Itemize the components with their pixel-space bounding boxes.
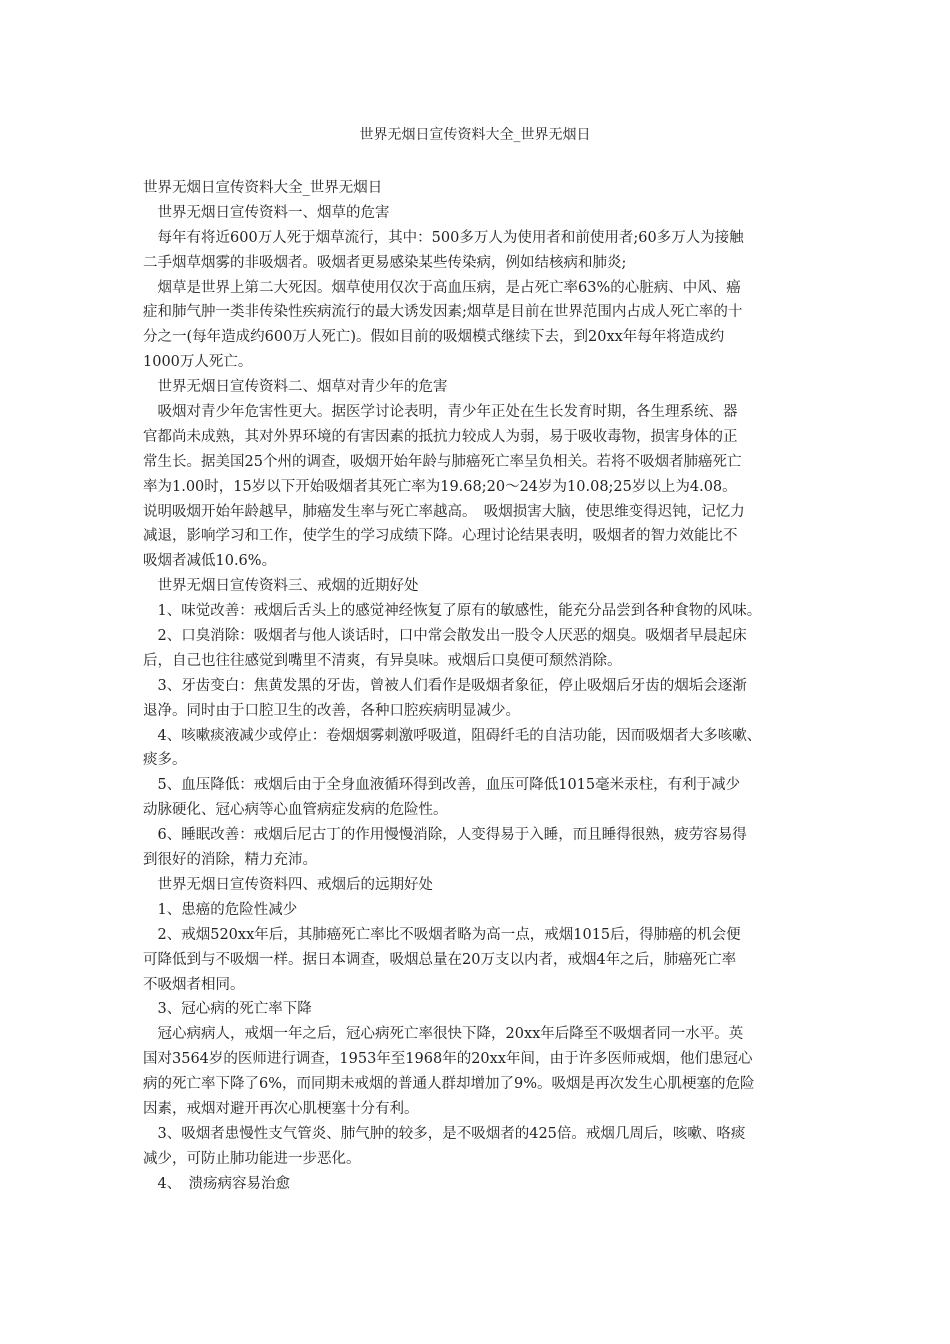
body-line: 世界无烟日宣传资料四、戒烟后的远期好处 bbox=[143, 876, 433, 893]
body-line: 官都尚未成熟，其对外界环境的有害因素的抵抗力较成人为弱，易于吸收毒物，损害身体的正 bbox=[143, 428, 738, 445]
body-line: 1000万人死亡。 bbox=[143, 354, 253, 371]
page-title: 世界无烟日宣传资料大全_世界无烟日 bbox=[359, 127, 591, 143]
body-line: 分之一(每年造成约600万人死亡)。假如目前的吸烟模式继续下去，到20xx年每年将造成约 bbox=[143, 329, 725, 346]
body-line: 烟草是世界上第二大死因。烟草使用仅次于高血压病，是占死亡率63%的心脏病、中风、癌 bbox=[143, 279, 741, 296]
body-line: 说明吸烟开始年龄越早，肺癌发生率与死亡率越高。 吸烟损害大脑，使思维变得迟钝，记忆力 bbox=[143, 503, 745, 520]
body-line: 国对3564岁的医师进行调查，1953年至1968年的20xx年间，由于许多医师戒烟，他们患冠心 bbox=[143, 1051, 753, 1068]
body-line: 率为1.00时，15岁以下开始吸烟者其死亡率为19.68;20～24岁为10.08;25岁以上为4.08。 bbox=[143, 478, 737, 495]
body-line: 5、血压降低：戒烟后由于全身血液循环得到改善，血压可降低1015毫米汞柱，有利于减少 bbox=[143, 777, 741, 794]
body-line: 病的死亡率下降了6%，而同期未戒烟的普通人群却增加了9%。吸烟是再次发生心肌梗塞的危险 bbox=[143, 1076, 755, 1093]
body-line: 世界无烟日宣传资料大全_世界无烟日 bbox=[143, 180, 383, 196]
body-line: 到很好的消除，精力充沛。 bbox=[143, 852, 317, 869]
body-line: 3、吸烟者患慢性支气管炎、肺气肿的较多，是不吸烟者的425倍。戒烟几周后，咳嗽、咯痰 bbox=[143, 1125, 746, 1142]
body-line: 动脉硬化、冠心病等心血管病症发病的危险性。 bbox=[143, 802, 448, 819]
document-body bbox=[143, 176, 823, 1197]
body-line: 1、味觉改善：戒烟后舌头上的感觉神经恢复了原有的敏感性，能充分品尝到各种食物的风味。 bbox=[143, 603, 762, 620]
body-line: 症和肺气肿一类非传染性疾病流行的最大诱发因素;烟草是目前在世界范围内占成人死亡率的十 bbox=[143, 304, 743, 321]
body-line: 4、咳嗽痰液减少或停止：卷烟烟雾刺激呼吸道，阻碍纤毛的自洁功能，因而吸烟者大多咳嗽、 bbox=[143, 727, 762, 744]
body-line: 减少，可防止肺功能进一步恶化。 bbox=[143, 1150, 361, 1167]
body-line: 2、戒烟520xx年后，其肺癌死亡率比不吸烟者略为高一点，戒烟1015后，得肺癌的机会便 bbox=[143, 926, 741, 943]
body-line: 减退，影响学习和工作，使学生的学习成绩下降。心理讨论结果表明，吸烟者的智力效能比不 bbox=[143, 528, 738, 545]
body-line: 常生长。据美国25个州的调查，吸烟开始年龄与肺癌死亡率呈负相关。若将不吸烟者肺癌死亡 bbox=[143, 453, 742, 470]
body-line: 后，自己也往往感觉到嘴里不清爽，有异臭味。戒烟后口臭便可颓然消除。 bbox=[143, 652, 622, 669]
body-line: 世界无烟日宣传资料一、烟草的危害 bbox=[143, 204, 390, 221]
body-line: 世界无烟日宣传资料二、烟草对青少年的危害 bbox=[143, 379, 448, 396]
body-line: 4、 溃疡病容易治愈 bbox=[143, 1175, 290, 1192]
body-line: 世界无烟日宣传资料三、戒烟的近期好处 bbox=[143, 578, 419, 595]
body-line: 3、牙齿变白：焦黄发黑的牙齿，曾被人们看作是吸烟者象征，停止吸烟后牙齿的烟垢会逐渐 bbox=[143, 677, 747, 694]
body-line: 1、患癌的危险性减少 bbox=[143, 901, 298, 918]
body-line: 可降低到与不吸烟一样。据日本调查，吸烟总量在20万支以内者，戒烟4年之后，肺癌死亡率 bbox=[143, 951, 737, 968]
body-line: 因素，戒烟对避开再次心肌梗塞十分有利。 bbox=[143, 1100, 419, 1117]
body-line: 3、冠心病的死亡率下降 bbox=[143, 1001, 312, 1018]
body-line: 吸烟者减低10.6%。 bbox=[143, 553, 277, 570]
body-line: 每年有将近600万人死于烟草流行，其中：500多万人为使用者和前使用者;60多万人为接触 bbox=[143, 229, 744, 246]
body-line: 二手烟草烟雾的非吸烟者。吸烟者更易感染某些传染病，例如结核病和肺炎; bbox=[143, 254, 627, 271]
body-line: 退净。同时由于口腔卫生的改善，各种口腔疾病明显减少。 bbox=[143, 702, 520, 719]
body-line: 不吸烟者相同。 bbox=[143, 976, 245, 993]
body-line: 吸烟对青少年危害性更大。据医学讨论表明，青少年正处在生长发育时期，各生理系统、器 bbox=[143, 404, 738, 421]
body-line: 痰多。 bbox=[143, 752, 187, 769]
body-line: 冠心病病人，戒烟一年之后，冠心病死亡率很快下降，20xx年后降至不吸烟者同一水平。英 bbox=[143, 1026, 744, 1043]
body-line: 2、口臭消除：吸烟者与他人谈话时，口中常会散发出一股令人厌恶的烟臭。吸烟者早晨起床 bbox=[143, 628, 747, 645]
body-line: 6、睡眠改善：戒烟后尼古丁的作用慢慢消除，人变得易于入睡，而且睡得很熟，疲劳容易得 bbox=[143, 827, 747, 844]
